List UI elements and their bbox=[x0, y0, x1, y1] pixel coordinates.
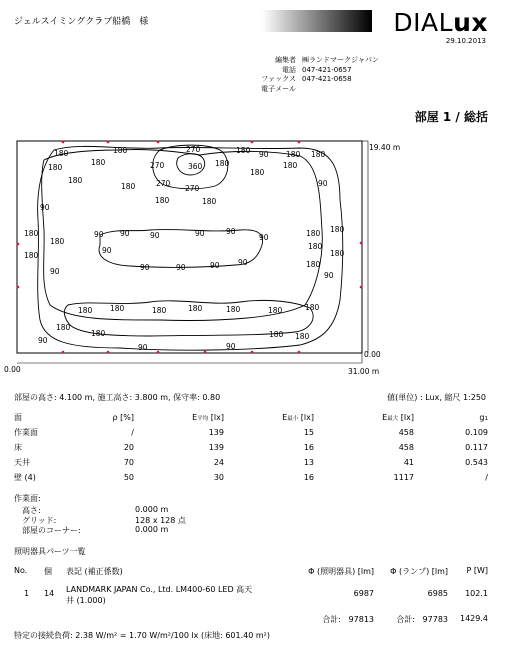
room-info: 部屋の高さ: 4.100 m, 施工高さ: 3.800 m, 保守率: 0.80 bbox=[14, 393, 221, 402]
luminaire-marker bbox=[17, 243, 20, 246]
contour-label: 180 bbox=[78, 306, 93, 315]
parts-desc bbox=[66, 584, 282, 606]
contour-label: 90 bbox=[259, 233, 269, 242]
plan-label-top-right: 19.40 m bbox=[369, 143, 401, 152]
contour-label: 270 bbox=[156, 179, 171, 188]
surface-row bbox=[14, 470, 488, 485]
contour-label: 180 bbox=[250, 168, 265, 177]
header-rho: ρ [%] bbox=[112, 413, 134, 422]
contour-label: 180 bbox=[305, 303, 320, 312]
contour-label: 180 bbox=[295, 332, 310, 341]
contour-label: 180 bbox=[110, 304, 125, 313]
surface-rho: 70 bbox=[123, 458, 134, 467]
workplane-heading: 作業面: bbox=[14, 494, 41, 503]
company-value: 047-421-0657 bbox=[302, 65, 352, 74]
surface-emax: 458 bbox=[398, 443, 414, 452]
contour-label: 180 bbox=[269, 330, 284, 339]
surface-row bbox=[14, 425, 488, 440]
luminaire-marker bbox=[157, 141, 160, 144]
surface-rho: 20 bbox=[123, 443, 134, 452]
luminaire-marker bbox=[17, 286, 20, 289]
contour-label: 180 bbox=[236, 146, 251, 155]
contour-label: 180 bbox=[268, 306, 283, 315]
contour-label: 270 bbox=[150, 161, 165, 170]
contour-label: 180 bbox=[152, 306, 167, 315]
parts-total-row bbox=[14, 606, 488, 628]
surface-eav: 139 bbox=[208, 428, 224, 437]
parts-header-p: P [W] bbox=[466, 566, 488, 575]
contour-label: 180 bbox=[91, 158, 106, 167]
surface-rho: 50 bbox=[123, 473, 134, 482]
contour-label: 180 bbox=[202, 197, 217, 206]
surface-row bbox=[14, 455, 488, 470]
header-g bbox=[414, 410, 488, 425]
parts-count: 14 bbox=[44, 589, 55, 598]
surface-header-row bbox=[14, 410, 488, 425]
total-lum-value: 97813 bbox=[348, 615, 374, 624]
contour-label: 90 bbox=[195, 229, 205, 238]
contour-label: 180 bbox=[283, 161, 298, 170]
surface-eav: 24 bbox=[213, 458, 224, 467]
contour-label: 180 bbox=[56, 323, 71, 332]
parts-header-count: 個 bbox=[44, 567, 52, 576]
contour-label: 90 bbox=[238, 258, 248, 267]
contour-label: 90 bbox=[210, 261, 220, 270]
contour-label: 180 bbox=[286, 150, 301, 159]
contour-label: 90 bbox=[120, 229, 130, 238]
report-date: 29.10.2013 bbox=[445, 37, 486, 45]
parts-desc-line: 井 (1.000) bbox=[66, 596, 106, 605]
luminaire-marker bbox=[251, 351, 254, 354]
surface-eav: 139 bbox=[208, 443, 224, 452]
parts-header-phi-lum: Φ (照明器具) [lm] bbox=[308, 567, 374, 576]
surface-name: 壁 (4) bbox=[14, 473, 36, 482]
contour-label: 90 bbox=[259, 150, 269, 159]
workplane-value: 0.000 m bbox=[135, 525, 169, 534]
workplane-label: 高さ: bbox=[22, 506, 41, 515]
luminaire-marker bbox=[298, 351, 301, 354]
contour-label: 90 bbox=[40, 203, 50, 212]
contour-label: 90 bbox=[140, 263, 150, 272]
header-eav-sub: 平均 bbox=[197, 416, 209, 422]
surface-g: 0.109 bbox=[465, 428, 488, 437]
company-label: 電子メール bbox=[261, 84, 296, 93]
project-title: ジェルスイミングクラブ船橋 様 bbox=[14, 17, 149, 27]
company-row bbox=[238, 66, 379, 76]
contour-label: 90 bbox=[150, 231, 160, 240]
header-g-sub: 1 bbox=[484, 416, 488, 422]
contour-label: 180 bbox=[155, 196, 170, 205]
contour-label: 180 bbox=[68, 176, 83, 185]
dialux-logo bbox=[393, 8, 488, 37]
contour-label: 90 bbox=[324, 271, 334, 280]
company-label: ファックス bbox=[261, 75, 296, 83]
surface-g: 0.117 bbox=[465, 443, 488, 452]
contour-label: 180 bbox=[48, 163, 63, 172]
luminaire-marker bbox=[360, 286, 363, 289]
surface-emax: 458 bbox=[398, 428, 414, 437]
parts-phi-lamp: 6985 bbox=[427, 589, 448, 598]
contour-labels bbox=[24, 145, 345, 352]
total-label: 合計: bbox=[322, 615, 341, 624]
contour-label: 90 bbox=[176, 263, 186, 272]
parts-p: 102.1 bbox=[465, 589, 488, 598]
contour-label: 90 bbox=[50, 267, 60, 276]
workplane-value: 128 x 128 点 bbox=[135, 516, 186, 525]
luminaire-marker bbox=[204, 351, 207, 354]
contour-label: 90 bbox=[318, 179, 328, 188]
parts-heading: 照明器具パーツ一覧 bbox=[14, 547, 86, 556]
surface-emax: 1117 bbox=[393, 473, 414, 482]
room-title: 部屋 1 / 総括 bbox=[414, 110, 488, 124]
company-value: 047-421-0658 bbox=[302, 75, 352, 83]
company-label: 編集者 bbox=[275, 56, 296, 64]
isolux-plan bbox=[0, 130, 510, 380]
luminaire-marker bbox=[251, 141, 254, 144]
logo-main: DIAL bbox=[393, 8, 454, 37]
surface-name: 作業面 bbox=[14, 428, 38, 437]
contour-label: 180 bbox=[308, 242, 323, 251]
header-gradient-bar bbox=[262, 10, 372, 32]
contour-label: 180 bbox=[306, 229, 321, 238]
parts-total-lum bbox=[282, 606, 374, 628]
contour-180-outer bbox=[42, 149, 323, 320]
contour-label: 180 bbox=[330, 225, 345, 234]
header-emin-unit: [lx] bbox=[300, 413, 314, 422]
contour-label: 90 bbox=[38, 336, 48, 345]
contour-label: 360 bbox=[188, 162, 203, 171]
company-row bbox=[238, 75, 379, 85]
parts-desc-line: LANDMARK JAPAN Co., Ltd. LM400-60 LED 高天 bbox=[66, 585, 253, 594]
header-surface: 面 bbox=[14, 413, 22, 422]
contour-label: 270 bbox=[186, 145, 201, 154]
header-g-main: g bbox=[479, 413, 485, 422]
contour-label: 180 bbox=[91, 329, 106, 338]
company-label: 電話 bbox=[282, 65, 296, 74]
contour-label: 180 bbox=[121, 182, 136, 191]
surface-name: 天井 bbox=[14, 458, 30, 467]
luminaire-marker bbox=[107, 141, 110, 144]
total-lamp-value: 97783 bbox=[422, 615, 448, 624]
surface-row bbox=[14, 440, 488, 455]
header-emin-sub: 最小 bbox=[287, 416, 299, 422]
header-emax-unit: [lx] bbox=[400, 413, 414, 422]
parts-no: 1 bbox=[24, 589, 30, 598]
surface-emin: 16 bbox=[303, 443, 314, 452]
contour-label: 90 bbox=[226, 227, 236, 236]
luminaire-marker bbox=[62, 351, 65, 354]
header-emin bbox=[224, 410, 314, 425]
surface-emin: 13 bbox=[303, 458, 314, 467]
parts-total-lamp bbox=[374, 606, 448, 628]
surface-emin: 16 bbox=[303, 473, 314, 482]
header-emax-e: E bbox=[382, 413, 388, 422]
header-emax bbox=[314, 410, 414, 425]
header-eav bbox=[134, 410, 224, 425]
contour-label: 180 bbox=[54, 149, 69, 158]
luminaire-marker bbox=[62, 141, 65, 144]
contour-label: 180 bbox=[50, 237, 65, 246]
parts-total-p: 1429.4 bbox=[460, 614, 488, 623]
header-emax-sub: 最大 bbox=[387, 416, 399, 422]
luminaire-marker bbox=[360, 242, 363, 245]
contour-label: 270 bbox=[185, 184, 200, 193]
logo-bold: ux bbox=[453, 8, 488, 37]
surface-rho: / bbox=[131, 428, 134, 437]
contour-label: 180 bbox=[188, 304, 203, 313]
contour-label: 180 bbox=[330, 249, 345, 258]
luminaire-marker bbox=[107, 351, 110, 354]
company-row bbox=[238, 85, 379, 95]
contour-label: 180 bbox=[113, 146, 128, 155]
luminaire-marker bbox=[157, 351, 160, 354]
parts-header-phi-lamp: Φ (ランプ) [lm] bbox=[390, 567, 448, 576]
parts-phi-lum: 6987 bbox=[353, 589, 374, 598]
plan-label-bottom-axis: 31.00 m bbox=[348, 367, 380, 376]
total-label: 合計: bbox=[396, 615, 415, 624]
surface-emax: 41 bbox=[403, 458, 414, 467]
surface-table bbox=[14, 410, 488, 485]
connected-load: 特定の接続負荷: 2.38 W/m² = 1.70 W/m²/100 lx (床地: 601.40 m²) bbox=[14, 631, 270, 640]
header-emin-e: E bbox=[282, 413, 288, 422]
company-value: ㈱ランドマークジャパン bbox=[302, 56, 379, 64]
contour-lines bbox=[38, 145, 343, 350]
contour-90-outer bbox=[38, 146, 343, 350]
scale-info: 値(単位) : Lux, 縮尺 1:250 bbox=[387, 393, 486, 402]
contour-label: 90 bbox=[138, 343, 148, 352]
company-row bbox=[238, 56, 379, 66]
header-eav-e: E bbox=[192, 413, 198, 422]
contour-label: 90 bbox=[226, 342, 236, 351]
parts-header-row bbox=[14, 566, 488, 584]
workplane-label: グリッド: bbox=[22, 516, 57, 525]
contour-label: 90 bbox=[94, 230, 104, 239]
contour-label: 90 bbox=[102, 246, 112, 255]
contour-label: 180 bbox=[24, 229, 39, 238]
plan-label-bottom-left: 0.00 bbox=[4, 365, 21, 374]
contour-label: 180 bbox=[306, 260, 321, 269]
parts-row bbox=[14, 584, 488, 606]
surface-emin: 15 bbox=[303, 428, 314, 437]
surface-eav: 30 bbox=[213, 473, 224, 482]
surface-g: 0.543 bbox=[465, 458, 488, 467]
contour-label: 180 bbox=[215, 159, 230, 168]
plan-label-bottom-right: 0.00 bbox=[364, 350, 381, 359]
contour-label: 180 bbox=[226, 305, 241, 314]
workplane-value: 0.000 m bbox=[135, 505, 169, 514]
luminaire-marker bbox=[298, 141, 301, 144]
surface-g: / bbox=[485, 473, 488, 482]
parts-header-no: No. bbox=[14, 566, 28, 575]
contour-label: 180 bbox=[311, 150, 326, 159]
surface-name: 床 bbox=[14, 443, 22, 452]
workplane-label: 部屋のコーナー: bbox=[22, 526, 81, 535]
contour-label: 180 bbox=[24, 251, 39, 260]
header-eav-unit: [lx] bbox=[210, 413, 224, 422]
company-info bbox=[238, 56, 379, 94]
parts-header-desc: 表記 (補正係数) bbox=[66, 567, 123, 576]
parts-table bbox=[14, 566, 488, 628]
